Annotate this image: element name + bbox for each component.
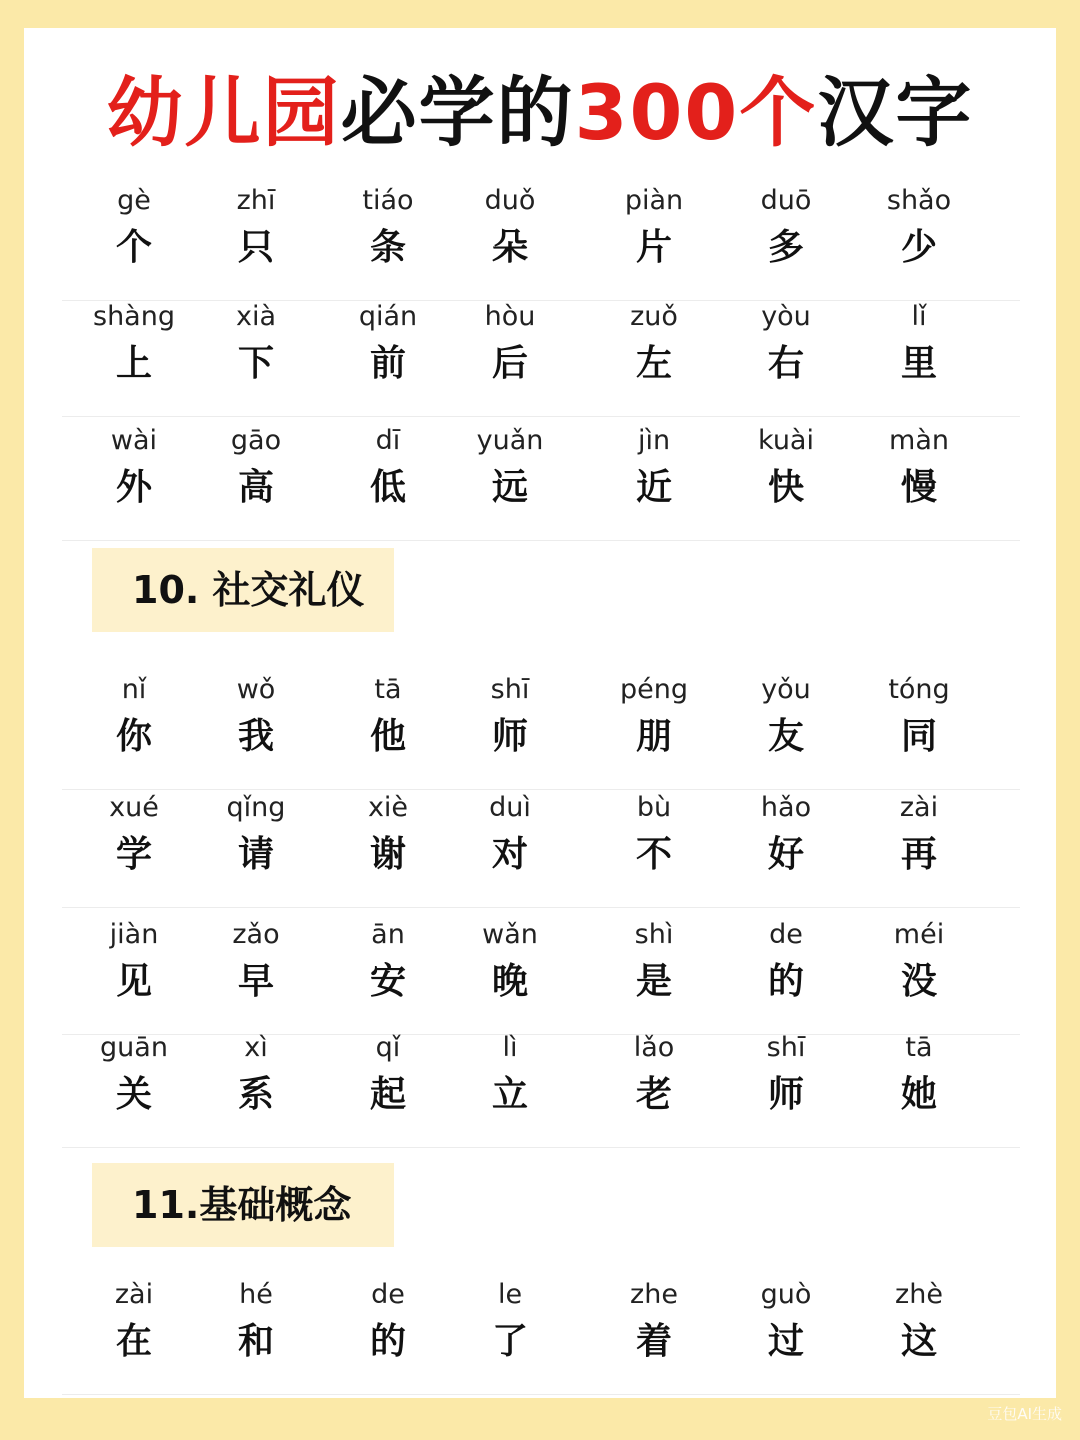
- pinyin-label: tiáo: [362, 185, 414, 216]
- pinyin-label: zài: [899, 792, 939, 823]
- character-cell: [450, 424, 570, 518]
- hanzi-character: 慢: [900, 467, 937, 508]
- character-cell: [450, 1278, 570, 1372]
- hanzi-character: 左: [635, 343, 672, 384]
- hanzi-character: 低: [369, 467, 406, 508]
- hanzi-character: 这: [900, 1321, 937, 1362]
- pinyin-label: wǎn: [482, 919, 538, 950]
- hanzi-character: 早: [237, 961, 274, 1002]
- hanzi-character: 近: [635, 467, 672, 508]
- hanzi-character: 不: [635, 834, 672, 875]
- hanzi-character: 的: [767, 961, 804, 1002]
- hanzi-character: 起: [369, 1074, 406, 1115]
- hanzi-character: 同: [900, 716, 937, 757]
- pinyin-label: zhè: [895, 1279, 943, 1310]
- hanzi-character: 远: [491, 467, 528, 508]
- pinyin-label: zǎo: [232, 919, 280, 950]
- pinyin-label: kuài: [758, 425, 814, 456]
- pinyin-label: de: [769, 919, 803, 950]
- pinyin-label: hòu: [484, 301, 536, 332]
- pinyin-label: piàn: [624, 185, 684, 216]
- character-row: [62, 300, 1020, 417]
- hanzi-character: 她: [900, 1074, 937, 1115]
- pinyin-label: duō: [760, 185, 812, 216]
- character-cell: [726, 300, 846, 394]
- hanzi-character: 片: [635, 227, 672, 268]
- section-header-social: [92, 548, 394, 632]
- pinyin-label: wǒ: [236, 674, 276, 705]
- character-row: [62, 1278, 1020, 1395]
- character-cell: [859, 184, 979, 278]
- character-row: [62, 184, 1020, 301]
- pinyin-label: tā: [905, 1032, 933, 1063]
- title-part-2: 必学的: [340, 68, 575, 157]
- pinyin-label: qǐng: [226, 792, 286, 823]
- hanzi-character: 过: [767, 1321, 804, 1362]
- character-cell: [859, 1278, 979, 1372]
- hanzi-character: 前: [369, 343, 406, 384]
- pinyin-label: jìn: [637, 425, 671, 456]
- character-cell: [450, 791, 570, 885]
- character-cell: [328, 424, 448, 518]
- section-title-social: 10. 社交礼仪: [132, 568, 365, 612]
- character-cell: [74, 1031, 194, 1125]
- ai-watermark: 豆包AI生成: [987, 1405, 1062, 1423]
- hanzi-character: 个: [115, 227, 152, 268]
- pinyin-label: ān: [371, 919, 405, 950]
- hanzi-character: 请: [237, 834, 274, 875]
- character-cell: [196, 791, 316, 885]
- pinyin-label: shàng: [93, 301, 175, 332]
- character-cell: [74, 1278, 194, 1372]
- character-cell: [450, 1031, 570, 1125]
- pinyin-label: méi: [893, 919, 945, 950]
- character-cell: [196, 184, 316, 278]
- character-cell: [594, 1278, 714, 1372]
- hanzi-character: 和: [237, 1321, 274, 1362]
- hanzi-character: 谢: [369, 834, 406, 875]
- hanzi-character: 的: [369, 1321, 406, 1362]
- hanzi-character: 立: [491, 1074, 528, 1115]
- character-cell: [594, 300, 714, 394]
- pinyin-label: de: [371, 1279, 405, 1310]
- character-cell: [594, 791, 714, 885]
- pinyin-label: xué: [109, 792, 159, 823]
- character-cell: [859, 791, 979, 885]
- character-cell: [196, 424, 316, 518]
- character-cell: [594, 184, 714, 278]
- pinyin-label: xì: [244, 1032, 268, 1063]
- pinyin-label: jiàn: [109, 919, 159, 950]
- character-cell: [328, 300, 448, 394]
- hanzi-character: 下: [237, 343, 274, 384]
- hanzi-character: 再: [900, 834, 937, 875]
- pinyin-label: guān: [100, 1032, 168, 1063]
- pinyin-label: hé: [239, 1279, 273, 1310]
- hanzi-character: 老: [635, 1074, 672, 1115]
- pinyin-label: qián: [358, 301, 418, 332]
- hanzi-character: 朋: [635, 716, 672, 757]
- character-cell: [328, 791, 448, 885]
- character-cell: [196, 673, 316, 767]
- hanzi-character: 里: [900, 343, 937, 384]
- pinyin-label: péng: [619, 674, 688, 705]
- character-cell: [196, 1278, 316, 1372]
- page-title: [24, 68, 1056, 158]
- hanzi-character: 右: [767, 343, 804, 384]
- hanzi-character: 没: [900, 961, 937, 1002]
- pinyin-label: zhe: [630, 1279, 678, 1310]
- pinyin-label: xià: [235, 301, 277, 332]
- content-card: [24, 28, 1056, 1398]
- character-cell: [726, 791, 846, 885]
- title-part-1: 幼儿园: [106, 68, 341, 157]
- pinyin-label: màn: [889, 425, 949, 456]
- pinyin-label: lì: [502, 1032, 518, 1063]
- character-cell: [450, 184, 570, 278]
- pinyin-label: duǒ: [484, 185, 536, 216]
- character-cell: [859, 300, 979, 394]
- hanzi-character: 外: [115, 467, 152, 508]
- pinyin-label: le: [497, 1279, 523, 1310]
- hanzi-character: 你: [115, 716, 152, 757]
- pinyin-label: wài: [110, 425, 158, 456]
- character-cell: [328, 1031, 448, 1125]
- hanzi-character: 晚: [491, 961, 528, 1002]
- pinyin-label: dī: [375, 425, 401, 456]
- pinyin-label: qǐ: [375, 1032, 401, 1063]
- character-cell: [74, 791, 194, 885]
- hanzi-character: 着: [635, 1321, 672, 1362]
- pinyin-label: shì: [634, 919, 674, 950]
- hanzi-character: 系: [237, 1074, 274, 1115]
- pinyin-label: lǎo: [633, 1032, 675, 1063]
- character-cell: [594, 918, 714, 1012]
- character-cell: [196, 918, 316, 1012]
- character-cell: [328, 918, 448, 1012]
- hanzi-character: 学: [115, 834, 152, 875]
- character-cell: [726, 1031, 846, 1125]
- character-cell: [859, 424, 979, 518]
- hanzi-character: 快: [767, 467, 804, 508]
- character-cell: [450, 300, 570, 394]
- hanzi-character: 在: [115, 1321, 152, 1362]
- pinyin-label: tā: [374, 674, 402, 705]
- hanzi-character: 多: [767, 227, 804, 268]
- hanzi-character: 好: [767, 834, 804, 875]
- hanzi-character: 我: [237, 716, 274, 757]
- hanzi-character: 条: [369, 227, 406, 268]
- character-cell: [196, 1031, 316, 1125]
- character-cell: [594, 673, 714, 767]
- character-cell: [726, 424, 846, 518]
- character-cell: [859, 1031, 979, 1125]
- pinyin-label: tóng: [888, 674, 950, 705]
- character-row: [62, 791, 1020, 908]
- hanzi-character: 高: [237, 467, 274, 508]
- character-row: [62, 918, 1020, 1035]
- character-cell: [74, 918, 194, 1012]
- pinyin-label: yuǎn: [476, 425, 544, 456]
- pinyin-label: guò: [760, 1279, 812, 1310]
- character-cell: [726, 673, 846, 767]
- character-cell: [74, 673, 194, 767]
- hanzi-character: 是: [635, 961, 672, 1002]
- hanzi-character: 了: [491, 1321, 528, 1362]
- character-row: [62, 424, 1020, 541]
- title-part-3: 300个: [574, 68, 818, 157]
- character-cell: [859, 673, 979, 767]
- pinyin-label: yòu: [761, 301, 811, 332]
- pinyin-label: gāo: [230, 425, 282, 456]
- pinyin-label: duì: [489, 792, 531, 823]
- character-cell: [859, 918, 979, 1012]
- hanzi-character: 师: [491, 716, 528, 757]
- pinyin-label: shī: [766, 1032, 806, 1063]
- pinyin-label: gè: [117, 185, 151, 216]
- pinyin-label: zhī: [236, 185, 276, 216]
- character-cell: [74, 424, 194, 518]
- character-cell: [328, 1278, 448, 1372]
- pinyin-label: zuǒ: [630, 301, 678, 332]
- hanzi-character: 对: [491, 834, 528, 875]
- pinyin-label: lǐ: [911, 301, 927, 332]
- character-cell: [74, 184, 194, 278]
- hanzi-character: 师: [767, 1074, 804, 1115]
- hanzi-character: 安: [369, 961, 406, 1002]
- hanzi-character: 友: [767, 716, 804, 757]
- hanzi-character: 见: [115, 961, 152, 1002]
- hanzi-character: 他: [369, 716, 406, 757]
- hanzi-character: 关: [115, 1074, 152, 1115]
- section-title-basic: 11.基础概念: [132, 1183, 352, 1227]
- pinyin-label: hǎo: [760, 792, 812, 823]
- hanzi-character: 后: [491, 343, 528, 384]
- hanzi-character: 朵: [491, 227, 528, 268]
- hanzi-character: 少: [900, 227, 937, 268]
- character-cell: [726, 918, 846, 1012]
- character-cell: [328, 673, 448, 767]
- character-cell: [450, 918, 570, 1012]
- character-cell: [74, 300, 194, 394]
- character-cell: [450, 673, 570, 767]
- character-row: [62, 673, 1020, 790]
- character-cell: [594, 1031, 714, 1125]
- character-cell: [196, 300, 316, 394]
- character-cell: [594, 424, 714, 518]
- pinyin-label: nǐ: [121, 674, 147, 705]
- pinyin-label: xiè: [367, 792, 409, 823]
- hanzi-character: 上: [115, 343, 152, 384]
- pinyin-label: zài: [114, 1279, 154, 1310]
- character-row: [62, 1031, 1020, 1148]
- pinyin-label: yǒu: [761, 674, 811, 705]
- pinyin-label: shī: [490, 674, 530, 705]
- section-header-basic: [92, 1163, 394, 1247]
- character-cell: [726, 184, 846, 278]
- character-cell: [726, 1278, 846, 1372]
- title-part-4: 汉字: [817, 68, 974, 157]
- hanzi-character: 只: [237, 227, 274, 268]
- pinyin-label: bù: [636, 792, 672, 823]
- character-cell: [328, 184, 448, 278]
- pinyin-label: shǎo: [886, 185, 952, 216]
